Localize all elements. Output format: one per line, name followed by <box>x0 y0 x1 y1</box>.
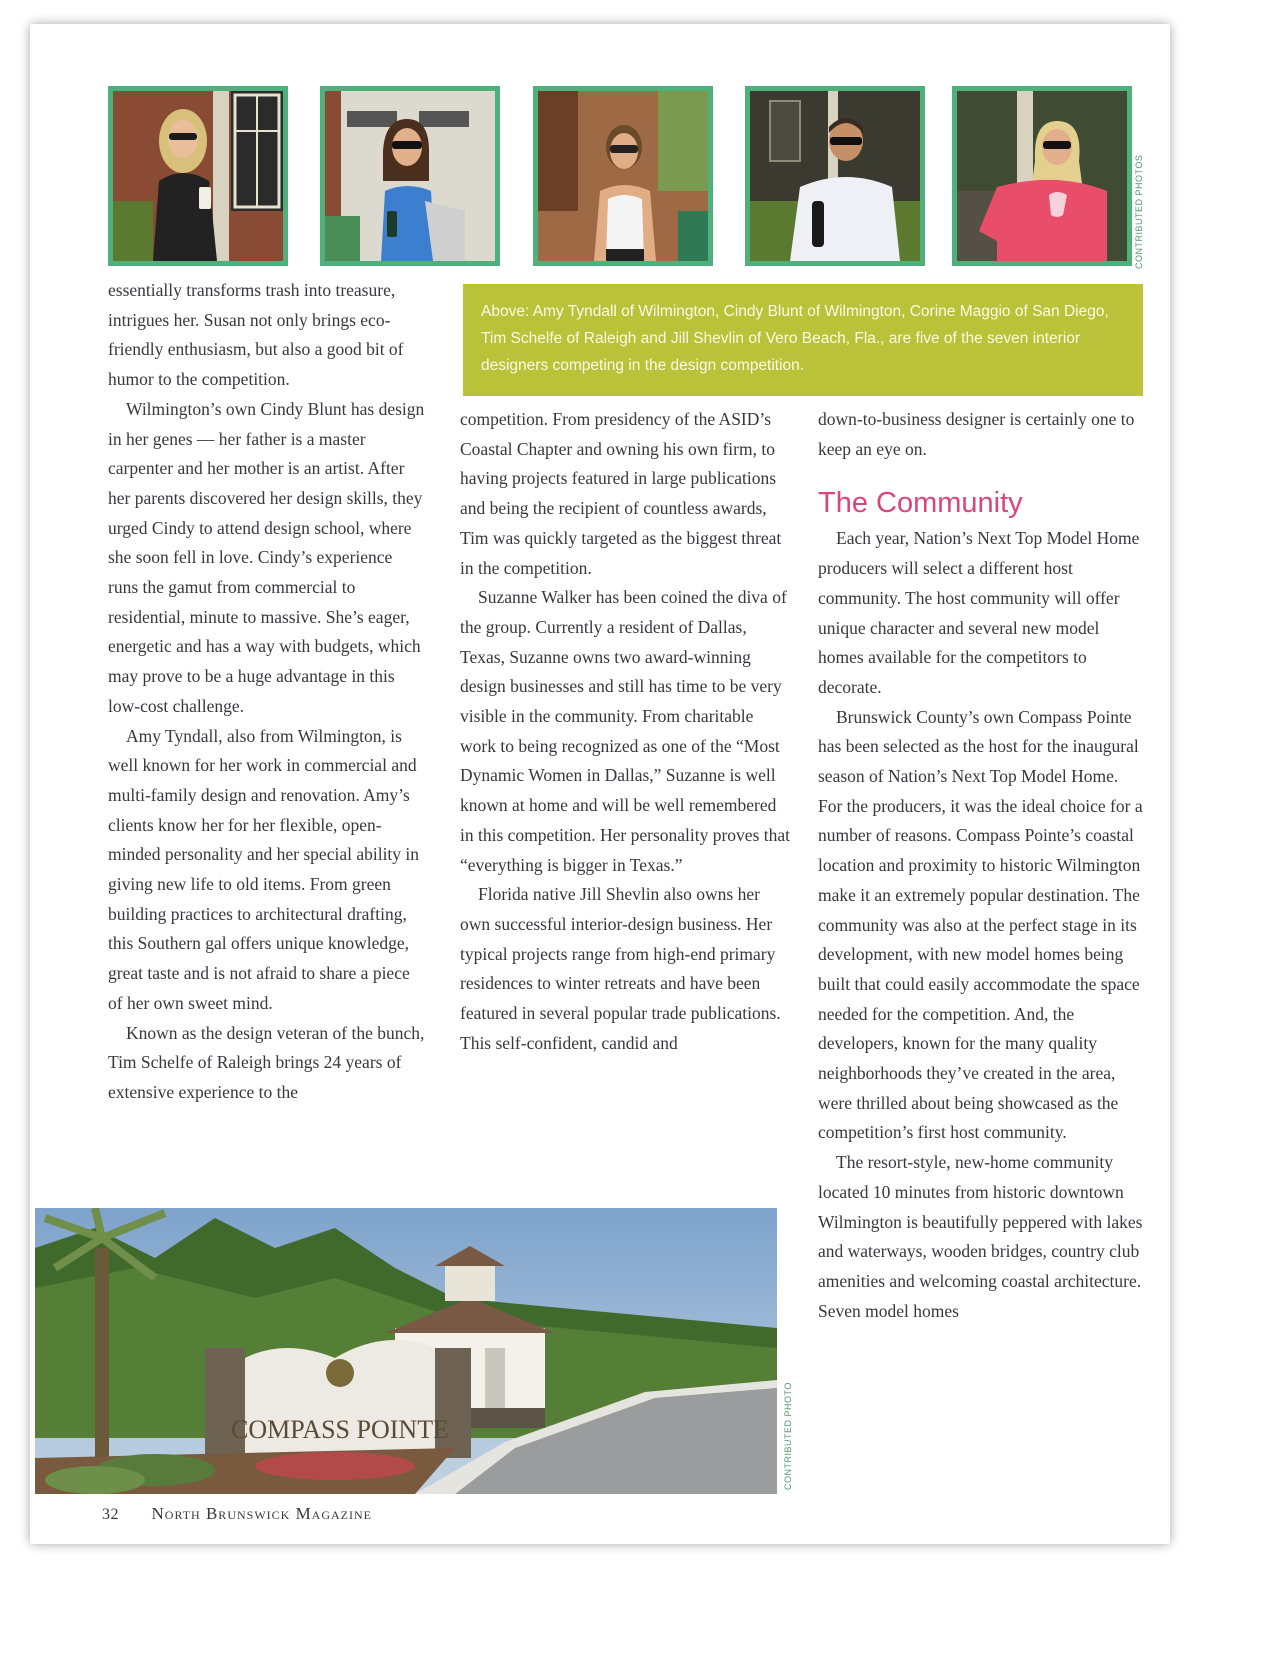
portrait-photo-corine-maggio <box>533 86 713 266</box>
portrait-photo-amy-tyndall <box>108 86 288 266</box>
photo-caption: Above: Amy Tyndall of Wilmington, Cindy Blunt of Wilmington, Corine Maggio of San Diego, Tim Schelfe of Raleigh and Jill Shevlin of Vero Beach, Fla., are five of the seven interior designers competing in the design competition. <box>463 284 1143 396</box>
article-paragraph: essentially transforms trash into treasure, intrigues her. Susan not only brings eco-friendly enthusiasm, but also a good bit of humor to the competition. <box>108 280 404 390</box>
article-paragraph: down-to-business designer is certainly one to keep an eye on. <box>818 409 1135 459</box>
magazine-page <box>30 24 1170 1544</box>
entrance-sign-text: COMPASS POINTE <box>231 1415 449 1444</box>
article-paragraph: competition. From presidency of the ASID’s Coastal Chapter and owning his own firm, to having projects featured in large publications and being the recipient of countless awards, Tim was quickly targeted as the biggest threat in the competition. <box>460 409 782 578</box>
article-paragraph: Suzanne Walker has been coined the diva of the group. Currently a resident of Dallas, Texas, Suzanne owns two award-winning design businesses and still has time to be very visible in the community. From charitable work to being recognized as one of the “Most Dynamic Women in Dallas,” Suzanne is well known at home and will be well remembered in this competition. Her personality proves that “everything is bigger in Texas.” <box>460 587 791 875</box>
portraits-photo-credit: CONTRIBUTED PHOTOS <box>1134 154 1144 269</box>
article-column-3 <box>818 405 1143 1326</box>
portrait-photo-cindy-blunt <box>320 86 500 266</box>
page-number: 32 <box>102 1506 119 1523</box>
page-footer <box>102 1504 372 1524</box>
portrait-photo-tim-schelfe <box>745 86 925 266</box>
article-paragraph: The resort-style, new-home community located 10 minutes from historic downtown Wilmington is beautifully peppered with lakes and waterways, wooden bridges, country club amenities and welcoming coastal architecture. Seven model homes <box>818 1152 1143 1321</box>
article-paragraph: Each year, Nation’s Next Top Model Home producers will select a different host community. The host community will offer unique character and several new model homes available for the competitors to decorate. <box>818 528 1140 697</box>
article-paragraph: Amy Tyndall, also from Wilmington, is well known for her work in commercial and multi-family design and renovation. Amy’s clients know her for her flexible, open-minded personality and her special ability in giving new life to old items. From green building practices to architectural drafting, this Southern gal offers unique knowledge, great taste and is not afraid to share a piece of her own sweet mind. <box>108 725 420 1013</box>
portrait-photo-jill-shevlin <box>952 86 1132 266</box>
section-heading: The Community <box>818 487 1023 520</box>
article-column-1 <box>108 276 426 1108</box>
entrance-photo-credit: CONTRIBUTED PHOTO <box>783 1382 793 1490</box>
article-paragraph: Brunswick County’s own Compass Pointe has been selected as the host for the inaugural season of Nation’s Next Top Model Home. For the producers, it was the ideal choice for a number of reasons. Compass Pointe’s coastal location and proximity to historic Wilmington make it an extremely popular destination. The community was also at the perfect stage in its development, with new model homes being built that could easily accommodate the space needed for the competition. And, the developers, known for the many quality neighborhoods they’ve created in the area, were thrilled about being showcased as the competition’s first host community. <box>818 706 1143 1143</box>
article-paragraph: Known as the design veteran of the bunch, Tim Schelfe of Raleigh brings 24 years of extensive experience to the <box>108 1022 425 1102</box>
compass-pointe-entrance-photo <box>35 1208 777 1494</box>
article-column-2 <box>460 405 790 1058</box>
article-paragraph: Wilmington’s own Cindy Blunt has design in her genes — her father is a master carpenter and her mother is an artist. After her parents discovered her design skills, they urged Cindy to attend design school, where she soon fell in love. Cindy’s experience runs the gamut from commercial to residential, minute to massive. She’s eager, energetic and has a way with budgets, which may prove to be a huge advantage in this low-cost challenge. <box>108 398 425 716</box>
article-paragraph: Florida native Jill Shevlin also owns her own successful interior-design business. Her typical projects range from high-end primary residences to winter retreats and have been featured in several popular trade publications. This self-confident, candid and <box>460 884 781 1053</box>
magazine-name: North Brunswick Magazine <box>151 1504 372 1523</box>
